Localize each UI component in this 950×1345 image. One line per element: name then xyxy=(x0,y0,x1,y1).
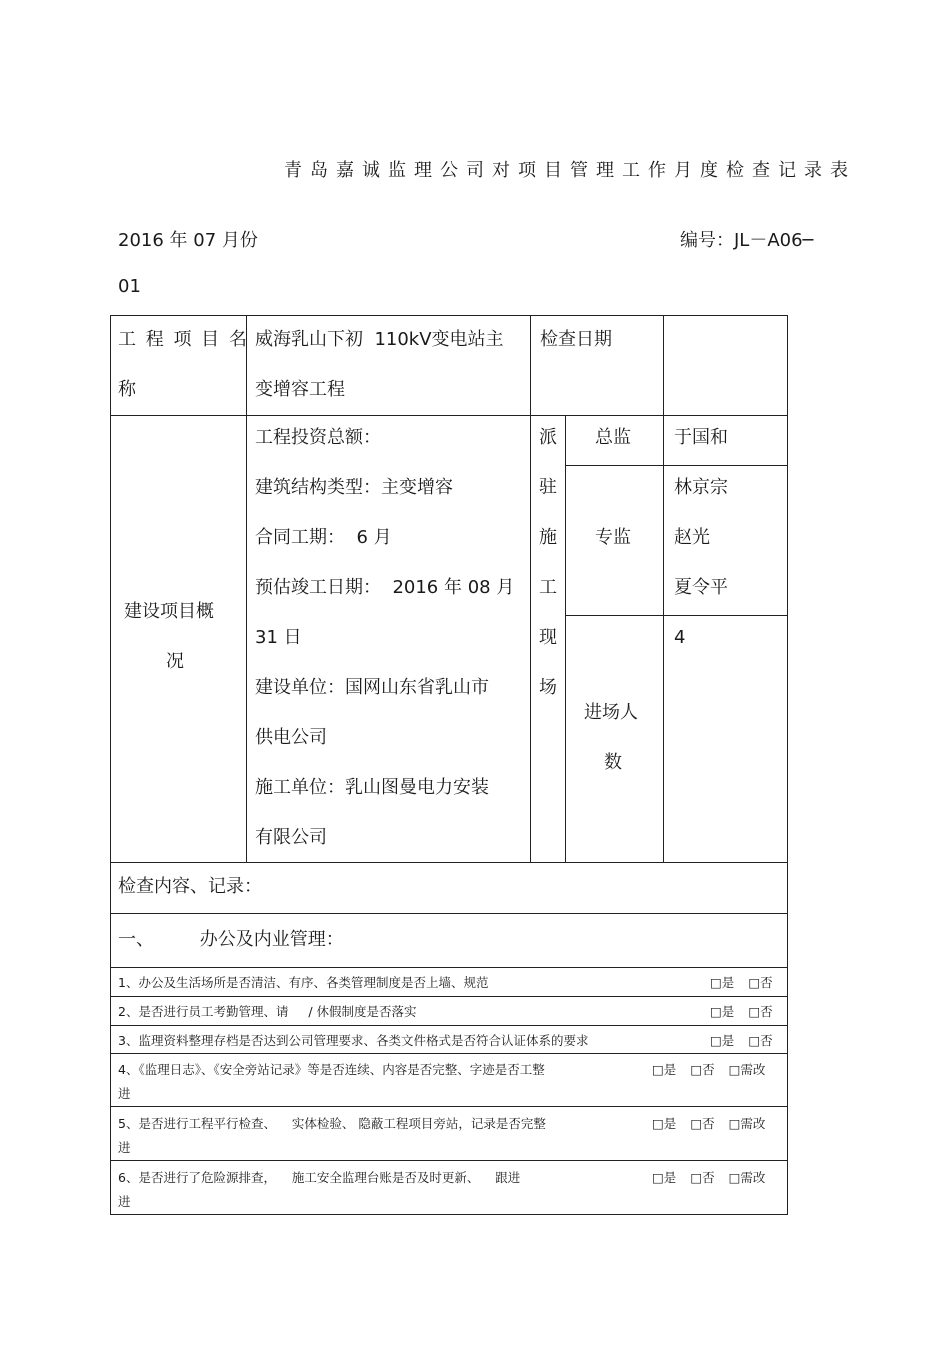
section-heading: 一、 办公及内业管理： xyxy=(118,929,344,950)
checklist-item-text: 4、《监理日志》、《安全旁站记录》等是否连续、内容是否完整、字迹是否工整 xyxy=(118,1062,545,1077)
overview-line: 31 日 xyxy=(255,627,302,648)
checklist-options xyxy=(696,1002,773,1020)
row-divider xyxy=(110,1053,788,1054)
project-name-label-cont: 称 xyxy=(118,379,136,400)
overview-line: 有限公司 xyxy=(255,827,327,848)
checklist-options xyxy=(638,1168,765,1186)
dispatch-label-char: 现 xyxy=(539,627,557,648)
option-needs-fix-checkbox[interactable]: □需改 xyxy=(728,1116,766,1131)
column-divider xyxy=(565,415,566,862)
option-no-checkbox[interactable]: □否 xyxy=(748,1004,773,1019)
option-yes-checkbox[interactable]: □是 xyxy=(652,1170,677,1185)
overview-line: 工程投资总额： xyxy=(255,427,381,448)
checklist-item-text: 2、是否进行员工考勤管理、请 / 休假制度是否落实 xyxy=(118,1004,417,1019)
row-divider xyxy=(110,1106,788,1107)
table-border-right xyxy=(787,315,788,1215)
column-divider xyxy=(246,315,247,862)
row-divider xyxy=(110,1160,788,1161)
dispatch-label-char: 派 xyxy=(539,427,557,448)
dispatch-label-char: 施 xyxy=(539,527,557,548)
checklist-item-text-cont: 进 xyxy=(118,1140,131,1155)
checklist-options xyxy=(696,973,773,991)
column-divider xyxy=(663,315,664,862)
project-name-label: 工 程 项 目 名 xyxy=(118,329,249,350)
headcount-value: 4 xyxy=(674,627,686,648)
option-no-checkbox[interactable]: □否 xyxy=(748,975,773,990)
dispatch-label-char: 驻 xyxy=(539,477,557,498)
page-title: 青岛嘉诚监理公司对项目管理工作月度检查记录表 xyxy=(284,160,856,181)
specialist-name: 赵光 xyxy=(674,527,710,548)
overview-line: 供电公司 xyxy=(255,727,327,748)
check-date-label: 检查日期 xyxy=(540,329,612,350)
project-name-value: 威海乳山下初 110kV变电站主 xyxy=(255,329,504,350)
dispatch-label-char: 场 xyxy=(539,677,557,698)
chief-supervisor-name: 于国和 xyxy=(674,427,728,448)
specialist-name: 林京宗 xyxy=(674,477,728,498)
specialist-name: 夏令平 xyxy=(674,577,728,598)
headcount-label: 进场人 xyxy=(584,702,638,723)
project-name-value-cont: 变增容工程 xyxy=(255,379,345,400)
specialist-supervisor-label: 专监 xyxy=(595,527,631,548)
overview-line: 建设单位：国网山东省乳山市 xyxy=(255,677,489,698)
report-period: 2016 年 07 月份 xyxy=(118,230,258,251)
checklist-item-text: 5、是否进行工程平行检查、 实体检验、 隐蔽工程项目旁站，记录是否完整 xyxy=(118,1116,546,1131)
document-number-continuation: 01 xyxy=(118,276,141,297)
checklist-options xyxy=(638,1114,765,1132)
table-border-left xyxy=(110,315,111,1215)
option-needs-fix-checkbox[interactable]: □需改 xyxy=(728,1062,766,1077)
checklist-options xyxy=(638,1060,765,1078)
option-no-checkbox[interactable]: □否 xyxy=(748,1033,773,1048)
row-divider xyxy=(110,996,788,997)
checklist-item-text: 6、是否进行了危险源排查， 施工安全监理台账是否及时更新、 跟进 xyxy=(118,1170,521,1185)
option-yes-checkbox[interactable]: □是 xyxy=(710,1004,735,1019)
dispatch-label-char: 工 xyxy=(539,577,557,598)
row-divider xyxy=(110,967,788,968)
option-yes-checkbox[interactable]: □是 xyxy=(652,1062,677,1077)
checklist-options xyxy=(696,1031,773,1049)
overview-line: 建筑结构类型：主变增容 xyxy=(255,477,453,498)
chief-supervisor-label: 总监 xyxy=(595,427,631,448)
checklist-item-text: 3、监理资料整理存档是否达到公司管理要求、各类文件格式是否符合认证体系的要求 xyxy=(118,1033,589,1048)
option-no-checkbox[interactable]: □否 xyxy=(690,1062,715,1077)
row-divider xyxy=(110,1025,788,1026)
document-number: 编号：JL－A06─ xyxy=(680,230,814,251)
inspection-table xyxy=(110,315,788,1215)
row-divider xyxy=(110,913,788,914)
option-no-checkbox[interactable]: □否 xyxy=(690,1116,715,1131)
checklist-item-text-cont: 进 xyxy=(118,1086,131,1101)
option-yes-checkbox[interactable]: □是 xyxy=(652,1116,677,1131)
overview-label: 建设项目概 xyxy=(124,601,214,622)
option-no-checkbox[interactable]: □否 xyxy=(690,1170,715,1185)
option-yes-checkbox[interactable]: □是 xyxy=(710,975,735,990)
checklist-item-text: 1、办公及生活场所是否清洁、有序、各类管理制度是否上墙、规范 xyxy=(118,975,489,990)
option-yes-checkbox[interactable]: □是 xyxy=(710,1033,735,1048)
overview-line: 施工单位：乳山图曼电力安装 xyxy=(255,777,489,798)
overview-line: 合同工期： 6 月 xyxy=(255,527,392,548)
inspection-content-label: 检查内容、记录： xyxy=(118,876,262,897)
checklist-item-text-cont: 进 xyxy=(118,1194,131,1209)
overview-label-cont: 况 xyxy=(166,651,184,672)
option-needs-fix-checkbox[interactable]: □需改 xyxy=(728,1170,766,1185)
overview-line: 预估竣工日期： 2016 年 08 月 xyxy=(255,577,515,598)
headcount-label-cont: 数 xyxy=(604,752,622,773)
table-border-bottom xyxy=(110,1214,788,1215)
column-divider xyxy=(530,315,531,862)
